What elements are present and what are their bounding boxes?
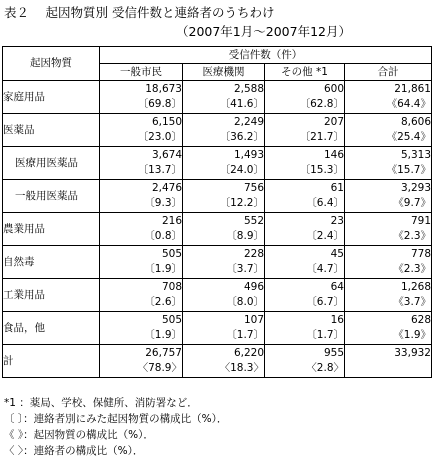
count-value: 791 — [410, 215, 431, 227]
row-label: 医薬品 — [3, 114, 100, 147]
count-cell — [100, 246, 183, 279]
table-row — [3, 180, 432, 213]
count-cell — [265, 246, 345, 279]
count-value: 8,606 — [400, 116, 431, 128]
percentage-value: 〔21.7〕 — [299, 131, 344, 143]
count-cell — [265, 81, 345, 114]
count-cell — [100, 213, 183, 246]
count-value: 146 — [323, 149, 344, 161]
count-value: 33,932 — [394, 347, 431, 359]
percentage-value: 〔6.4〕 — [306, 197, 344, 209]
count-value: 2,588 — [233, 83, 264, 95]
footnotes — [4, 395, 227, 459]
count-cell — [183, 180, 265, 213]
count-cell — [345, 213, 432, 246]
percentage-value: 《64.4》 — [386, 98, 431, 110]
count-value: 26,757 — [145, 347, 182, 359]
percentage-value: 〔23.0〕 — [137, 131, 182, 143]
count-cell — [183, 312, 265, 345]
count-value: 6,220 — [233, 347, 264, 359]
percentage-value: 《9.7》 — [393, 197, 431, 209]
count-value: 45 — [330, 248, 344, 260]
percentage-value: 〔6.7〕 — [306, 296, 344, 308]
percentage-value: 〔2.6〕 — [144, 296, 182, 308]
percentage-value: 〔0.8〕 — [144, 230, 182, 242]
count-cell — [100, 312, 183, 345]
count-cell — [265, 180, 345, 213]
count-cell — [100, 180, 183, 213]
percentage-value: 〈18.3〉 — [219, 362, 264, 374]
percentage-value: 《1.9》 — [393, 329, 431, 341]
data-table — [2, 46, 432, 378]
header-received-count: 受信件数（件） — [100, 47, 432, 64]
count-value: 16 — [330, 314, 344, 326]
percentage-value: 《3.7》 — [393, 296, 431, 308]
row-label: 工業用品 — [3, 279, 100, 312]
count-cell — [183, 147, 265, 180]
count-cell — [345, 312, 432, 345]
row-label: 自然毒 — [3, 246, 100, 279]
count-cell — [100, 81, 183, 114]
percentage-value — [345, 361, 431, 376]
footnote: 〔 〕：連絡者別にみた起因物質の構成比（%）． — [4, 413, 228, 425]
count-cell — [100, 147, 183, 180]
percentage-value: 《25.4》 — [386, 131, 431, 143]
percentage-value: 〔12.2〕 — [219, 197, 264, 209]
percentage-value: 〔1.7〕 — [226, 329, 264, 341]
count-value: 505 — [161, 248, 182, 260]
count-value: 64 — [330, 281, 344, 293]
count-cell — [265, 147, 345, 180]
header-other: その他 *1 — [265, 64, 345, 81]
count-value: 708 — [161, 281, 182, 293]
count-value: 496 — [243, 281, 264, 293]
percentage-value: 〔1.7〕 — [306, 329, 344, 341]
table-row — [3, 279, 432, 312]
count-value: 778 — [410, 248, 431, 260]
count-cell — [183, 114, 265, 147]
count-value: 216 — [161, 215, 182, 227]
count-cell — [100, 114, 183, 147]
count-cell — [265, 279, 345, 312]
header-general-public: 一般市民 — [100, 64, 183, 81]
count-value: 552 — [243, 215, 264, 227]
count-value: 2,476 — [151, 182, 182, 194]
table-period: （2007年1月～2007年12月） — [176, 24, 351, 39]
row-label: 医療用医薬品 — [3, 147, 100, 180]
table-row — [3, 246, 432, 279]
percentage-value: 〔36.2〕 — [219, 131, 264, 143]
count-cell — [265, 345, 345, 378]
header-cause-substance: 起因物質 — [3, 47, 100, 81]
count-cell — [183, 345, 265, 378]
count-cell — [345, 345, 432, 378]
percentage-value: 〔24.0〕 — [219, 164, 264, 176]
count-cell — [265, 213, 345, 246]
header-medical-institution: 医療機関 — [183, 64, 265, 81]
percentage-value: 〔1.9〕 — [144, 263, 182, 275]
row-label: 計 — [3, 345, 100, 378]
row-label: 家庭用品 — [3, 81, 100, 114]
count-value: 207 — [323, 116, 344, 128]
count-value: 5,313 — [400, 149, 431, 161]
count-cell — [345, 246, 432, 279]
count-cell — [265, 312, 345, 345]
count-value: 1,493 — [233, 149, 264, 161]
count-cell — [100, 345, 183, 378]
count-value: 756 — [243, 182, 264, 194]
table-row — [3, 312, 432, 345]
count-cell — [100, 279, 183, 312]
count-value: 21,861 — [394, 83, 431, 95]
percentage-value: 〔8.9〕 — [226, 230, 264, 242]
footnote: 〈 〉：連絡者の構成比（%）． — [4, 445, 144, 457]
table-row — [3, 114, 432, 147]
table-row — [3, 81, 432, 114]
percentage-value: 《15.7》 — [386, 164, 431, 176]
count-value: 107 — [243, 314, 264, 326]
count-cell — [345, 180, 432, 213]
count-value: 505 — [161, 314, 182, 326]
percentage-value: 〔1.9〕 — [144, 329, 182, 341]
row-label: 一般用医薬品 — [3, 180, 100, 213]
table-title: 表２ 起因物質別 受信件数と連絡者のうちわけ — [4, 5, 275, 20]
percentage-value: 〔2.4〕 — [306, 230, 344, 242]
count-value: 955 — [323, 347, 344, 359]
percentage-value: 〔8.0〕 — [226, 296, 264, 308]
percentage-value: 〔15.3〕 — [299, 164, 344, 176]
count-value: 228 — [243, 248, 264, 260]
percentage-value: 〔13.7〕 — [137, 164, 182, 176]
percentage-value: 《2.3》 — [393, 263, 431, 275]
count-cell — [183, 81, 265, 114]
row-label: 農業用品 — [3, 213, 100, 246]
count-value: 6,150 — [151, 116, 182, 128]
table-row — [3, 213, 432, 246]
percentage-value: 〔4.7〕 — [306, 263, 344, 275]
count-value: 3,293 — [400, 182, 431, 194]
percentage-value: 〈2.8〉 — [306, 362, 344, 374]
count-value: 23 — [330, 215, 344, 227]
percentage-value: 〔62.8〕 — [299, 98, 344, 110]
table-row — [3, 147, 432, 180]
count-cell — [345, 279, 432, 312]
table-body — [3, 81, 432, 378]
percentage-value: 《2.3》 — [393, 230, 431, 242]
count-cell — [265, 114, 345, 147]
table-row — [3, 345, 432, 378]
row-label: 食品，他 — [3, 312, 100, 345]
count-value: 61 — [330, 182, 344, 194]
count-value: 600 — [323, 83, 344, 95]
percentage-value: 〈78.9〉 — [137, 362, 182, 374]
count-value: 1,268 — [400, 281, 431, 293]
count-value: 18,673 — [145, 83, 182, 95]
count-cell — [345, 147, 432, 180]
percentage-value: 〔3.7〕 — [226, 263, 264, 275]
count-cell — [183, 213, 265, 246]
count-cell — [183, 279, 265, 312]
count-value: 628 — [410, 314, 431, 326]
footnote: 《 》：起因物質の構成比（%）． — [4, 429, 154, 441]
header-total: 合計 — [345, 64, 432, 81]
count-cell — [345, 81, 432, 114]
footnote: *1 ：薬局、学校、保健所、消防署など． — [4, 397, 198, 409]
count-cell — [183, 246, 265, 279]
count-value: 2,249 — [233, 116, 264, 128]
percentage-value: 〔9.3〕 — [144, 197, 182, 209]
count-cell — [345, 114, 432, 147]
count-value: 3,674 — [151, 149, 182, 161]
percentage-value: 〔69.8〕 — [137, 98, 182, 110]
percentage-value: 〔41.6〕 — [219, 98, 264, 110]
